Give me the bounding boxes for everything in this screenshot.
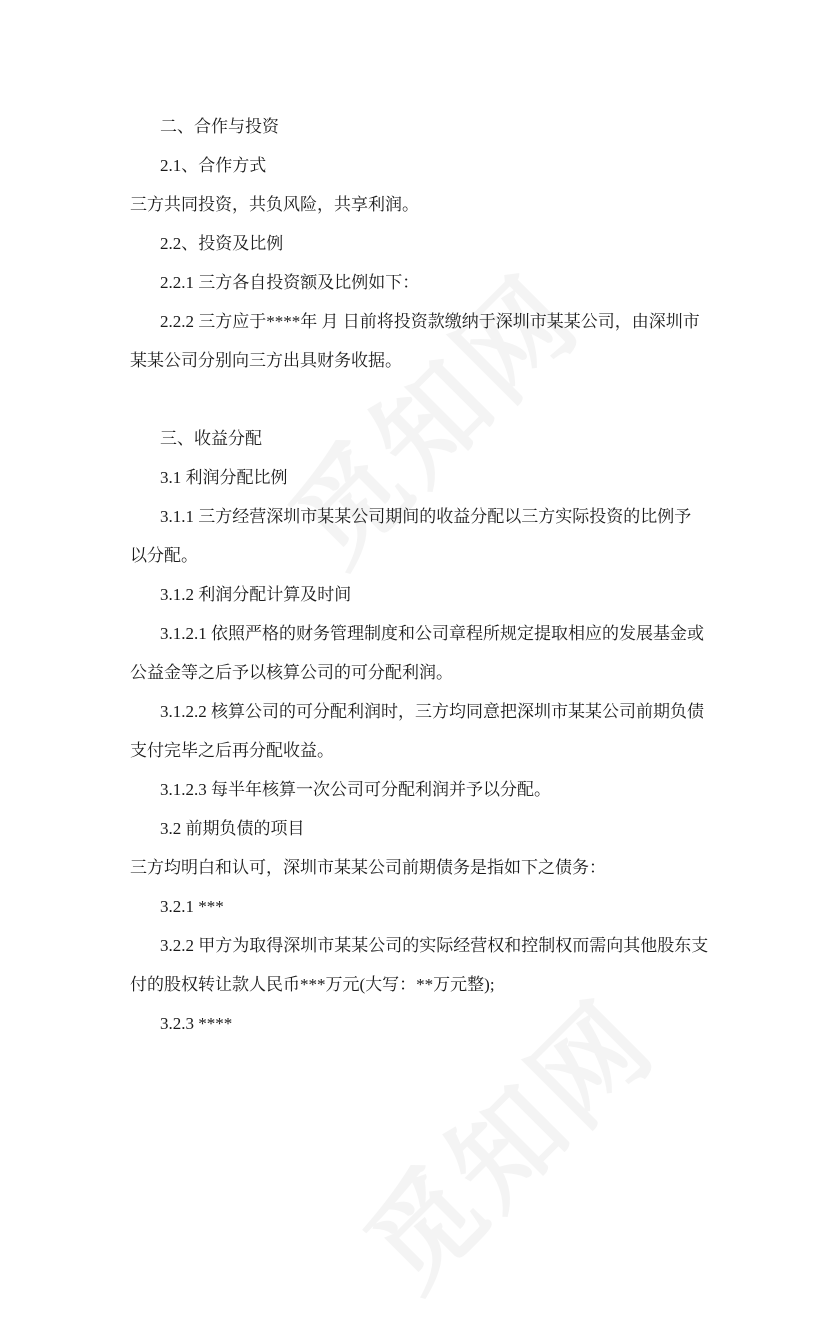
- clause-continuation: 以分配。: [130, 546, 198, 565]
- clause: 3.1.2 利润分配计算及时间: [160, 585, 352, 604]
- clause-continuation: 公益金等之后予以核算公司的可分配利润。: [130, 663, 453, 682]
- paragraph: 三方均明白和认可，深圳市某某公司前期债务是指如下之债务：: [130, 858, 606, 877]
- clause: 2.2.2 三方应于****年 月 日前将投资款缴纳于深圳市某某公司，由深圳市: [160, 312, 700, 331]
- clause-continuation: 某某公司分别向三方出具财务收据。: [130, 351, 402, 370]
- clause: 3.2.1 ***: [160, 897, 224, 916]
- watermark: [325, 960, 683, 1318]
- subsection-heading: 3.1 利润分配比例: [160, 468, 288, 487]
- paragraph: 三方共同投资，共负风险，共享利润。: [130, 195, 419, 214]
- clause: 3.2.2 甲方为取得深圳市某某公司的实际经营权和控制权而需向其他股东支: [160, 936, 709, 955]
- clause: 2.2.1 三方各自投资额及比例如下：: [160, 273, 420, 292]
- subsection-heading: 2.2、投资及比例: [160, 234, 284, 253]
- subsection-heading: 2.1、合作方式: [160, 156, 267, 175]
- section-heading: 三、收益分配: [160, 429, 262, 448]
- section-heading: 二、合作与投资: [160, 117, 279, 136]
- clause: 3.1.2.3 每半年核算一次公司可分配利润并予以分配。: [160, 780, 551, 799]
- clause: 3.1.1 三方经营深圳市某某公司期间的收益分配以三方实际投资的比例予: [160, 507, 692, 526]
- clause-continuation: 付的股权转让款人民币***万元(大写：**万元整);: [130, 975, 495, 994]
- clause: 3.1.2.1 依照严格的财务管理制度和公司章程所规定提取相应的发展基金或: [160, 624, 704, 643]
- clause-continuation: 支付完毕之后再分配收益。: [130, 741, 334, 760]
- clause: 3.1.2.2 核算公司的可分配利润时，三方均同意把深圳市某某公司前期负债: [160, 702, 704, 721]
- subsection-heading: 3.2 前期负债的项目: [160, 819, 305, 838]
- clause: 3.2.3 ****: [160, 1014, 233, 1033]
